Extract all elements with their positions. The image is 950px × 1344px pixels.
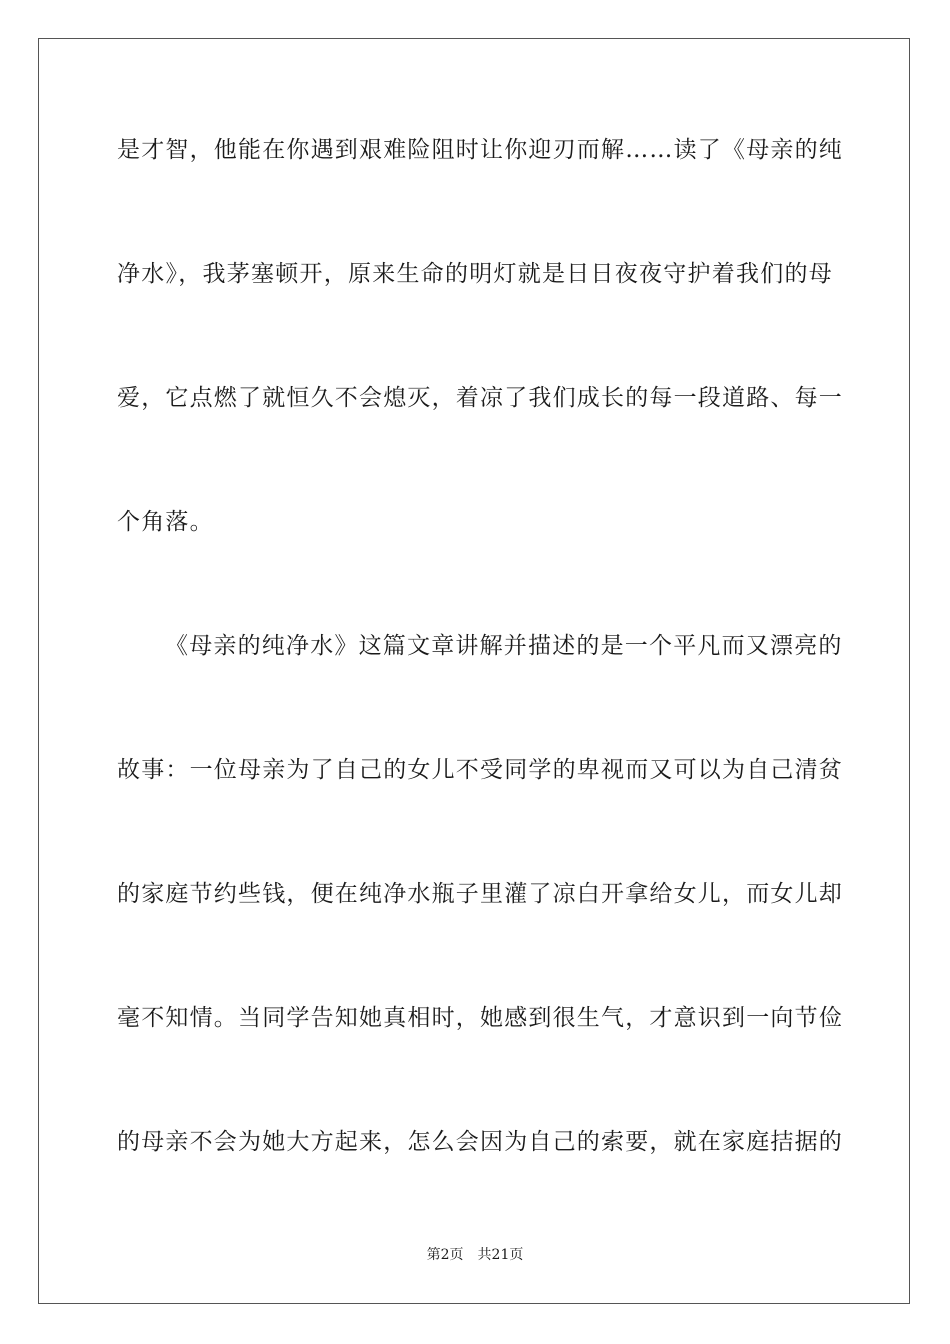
text-line: 毫不知情。当同学告知她真相时，她感到很生气，才意识到一向节俭	[117, 1005, 843, 1031]
text-line: 个角落。	[117, 509, 214, 535]
text-line: 是才智，他能在你遇到艰难险阻时让你迎刃而解……读了《母亲的纯	[117, 137, 843, 163]
page-total: 共21页	[477, 1247, 524, 1263]
text-line: 的母亲不会为她大方起来，怎么会因为自己的索要，就在家庭拮据的	[117, 1129, 843, 1155]
text-line: 的家庭节约些钱，便在纯净水瓶子里灌了凉白开拿给女儿，而女儿却	[117, 881, 843, 907]
page-number: 第2页	[426, 1247, 464, 1263]
page-footer	[0, 1246, 950, 1264]
page-border	[38, 38, 910, 1304]
paragraph-first-line: 《母亲的纯净水》这篇文章讲解并描述的是一个平凡而又漂亮的	[165, 633, 843, 659]
text-line: 故事：一位母亲为了自己的女儿不受同学的卑视而又可以为自己清贫	[117, 757, 843, 783]
text-line: 净水》，我茅塞顿开，原来生命的明灯就是日日夜夜守护着我们的母	[117, 261, 833, 287]
text-line: 爱，它点燃了就恒久不会熄灭，着凉了我们成长的每一段道路、每一	[117, 385, 843, 411]
